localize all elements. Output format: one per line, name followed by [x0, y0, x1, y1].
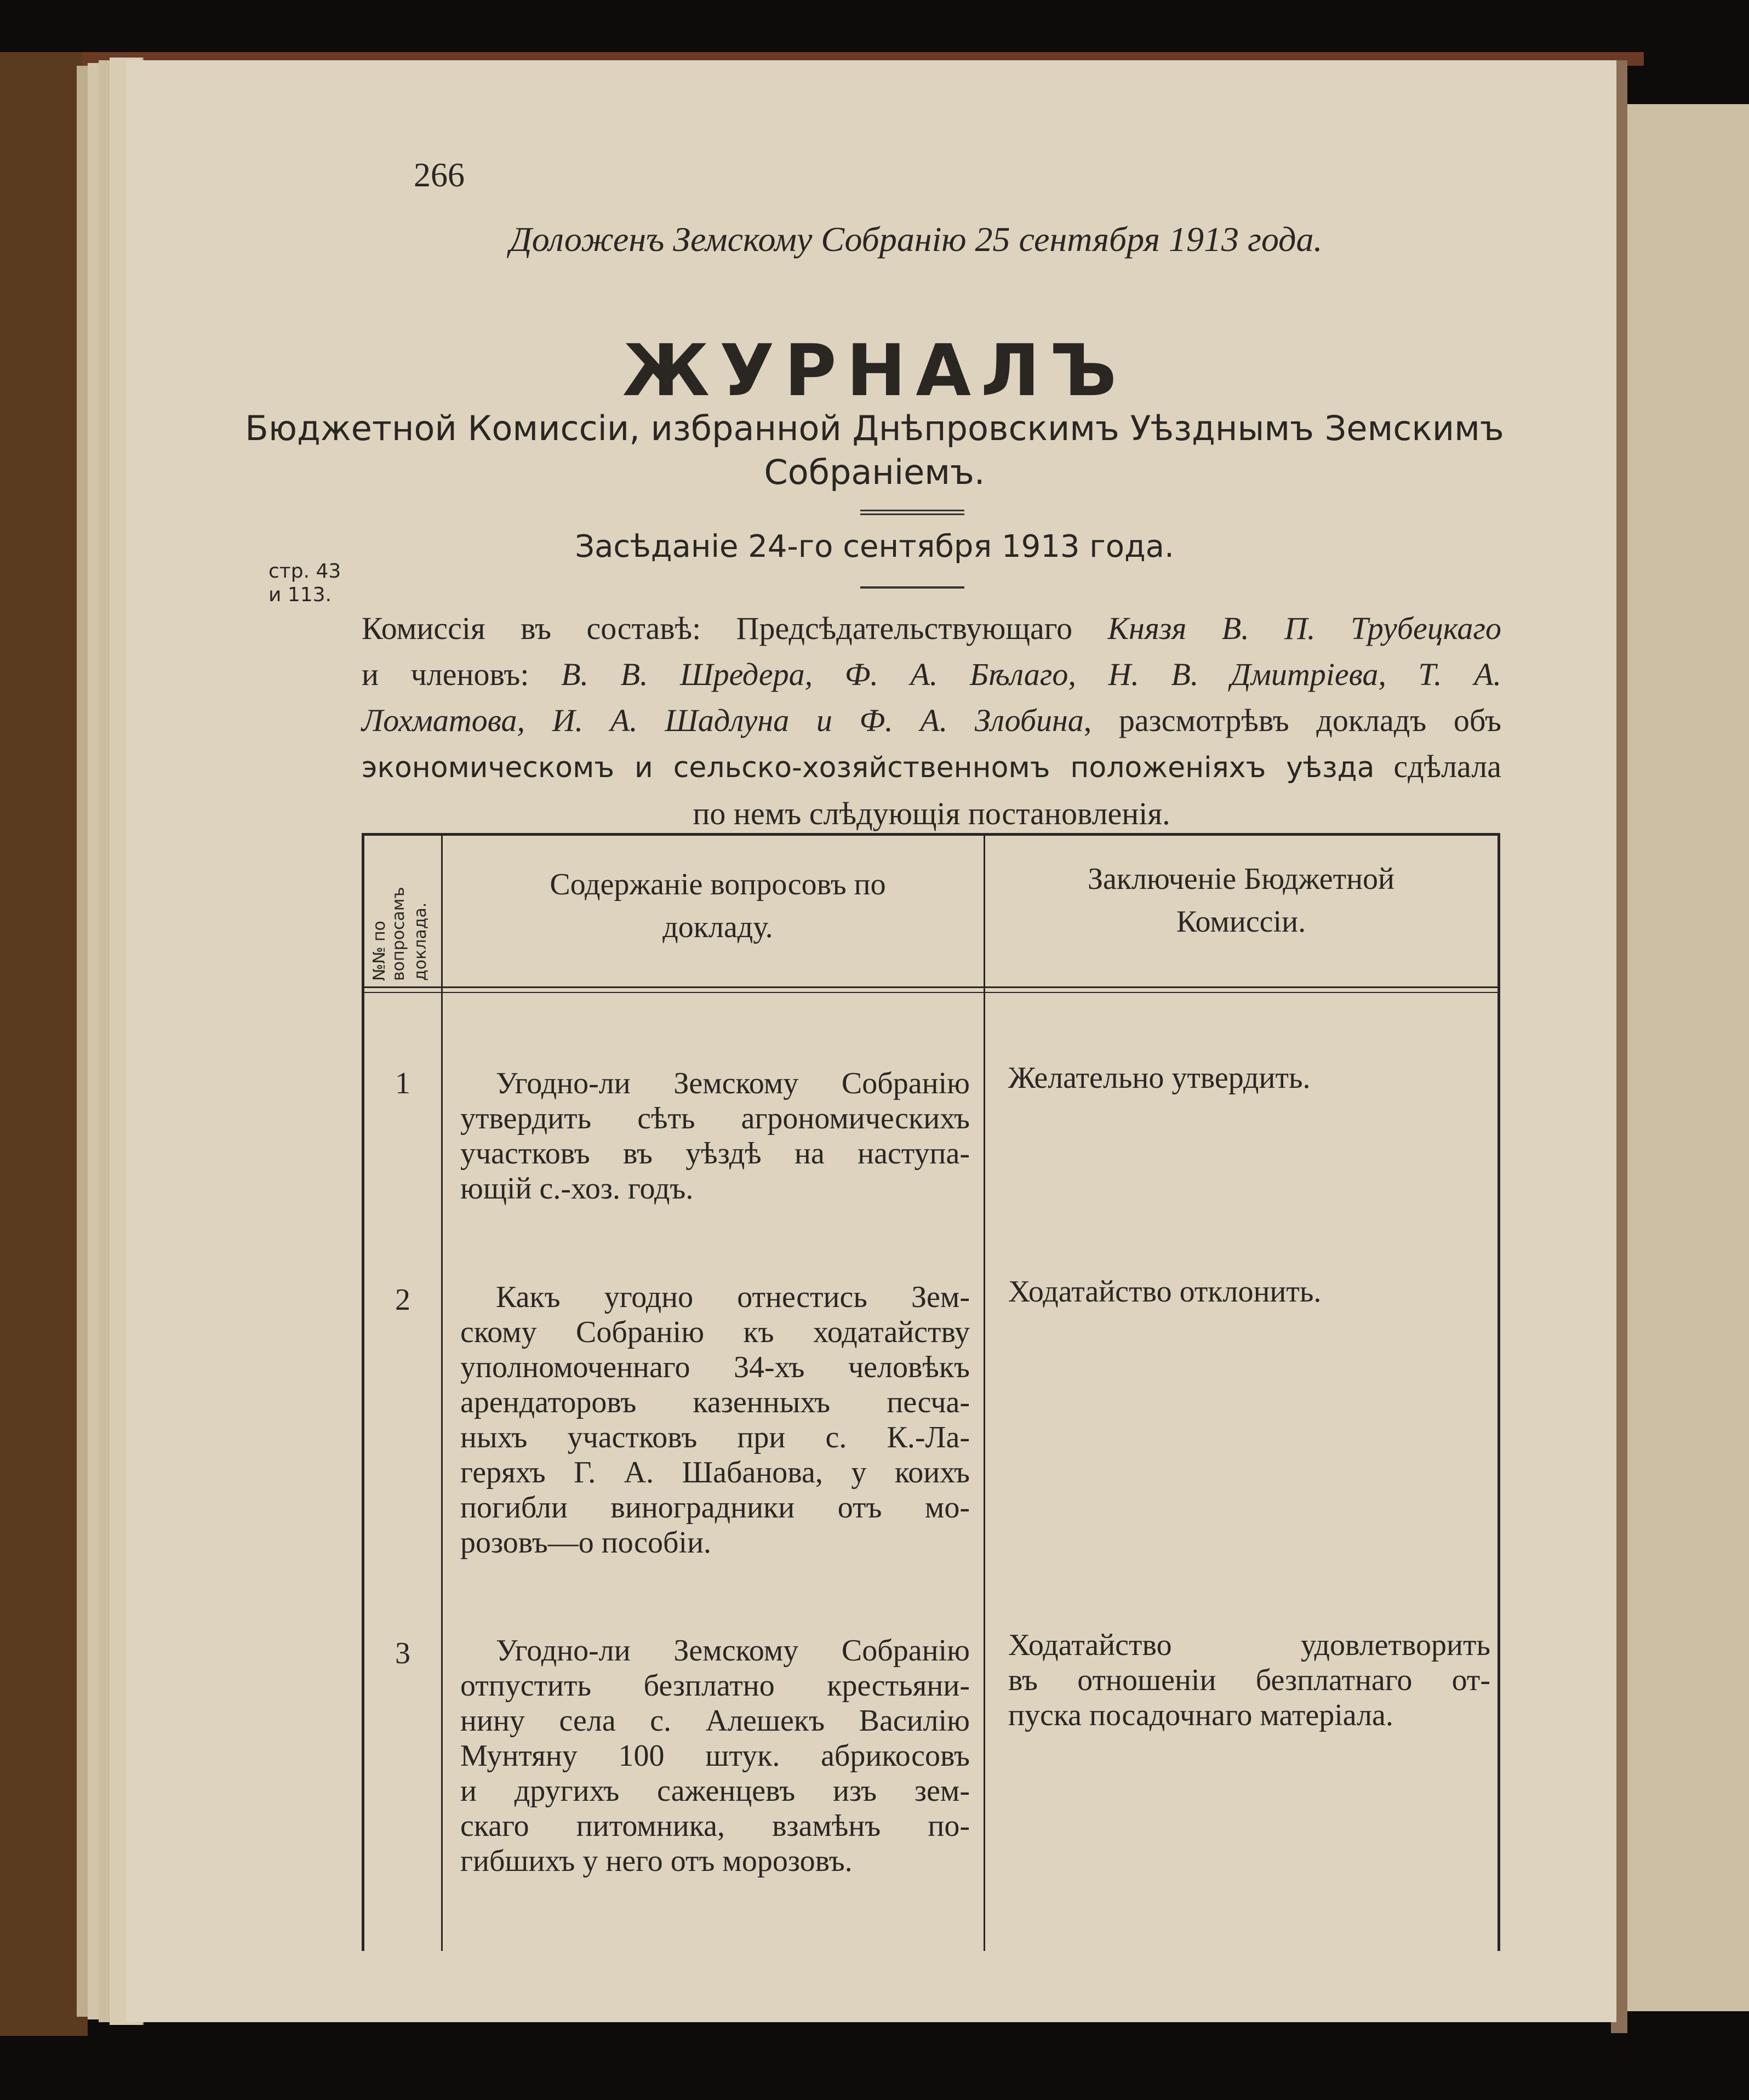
question-line: и другихъ саженцевъ изъ зем-	[460, 1774, 970, 1808]
intro-line	[362, 744, 1501, 791]
question-line: арендаторовъ казенныхъ песча-	[460, 1385, 970, 1419]
question-line: Угодно-ли Земскому Собранію	[496, 1634, 970, 1668]
table-column-divider	[984, 833, 985, 1951]
number-column-header	[364, 844, 441, 986]
content-header-line: докладу.	[662, 910, 773, 944]
table-column-divider	[441, 833, 443, 1951]
question-line: участковъ въ уѣздѣ на наступа-	[460, 1137, 970, 1171]
conclusion-line: Ходатайство отклонить.	[1008, 1275, 1322, 1309]
number-header-line: вопросамъ	[389, 887, 408, 981]
question-line: геряхъ Г. А. Шабанова, у коихъ	[460, 1456, 970, 1490]
conclusion-line: Ходатайство удовлетворить	[1008, 1628, 1490, 1662]
row-conclusion	[1008, 1060, 1490, 1095]
number-header-line: №№ по	[370, 921, 389, 981]
conclusion-line: Желательно утвердить.	[1008, 1061, 1311, 1095]
row-conclusion	[1008, 1628, 1490, 1733]
intro-text: сдѣлала	[1374, 749, 1501, 784]
intro-names-italic: Лохматова, И. А. Шадлуна и Ф. А. Злобина	[362, 703, 1084, 738]
table-header-rule	[362, 986, 1499, 988]
number-header-line: доклада.	[411, 902, 430, 981]
session-heading: Засѣданіе 24-го сентября 1913 года.	[575, 529, 1174, 564]
question-line: ющій с.-хоз. годъ.	[460, 1172, 694, 1206]
row-number: 1	[395, 1066, 410, 1100]
presented-note: Доложенъ Земскому Собранію 25 сентября 1913 года.	[510, 220, 1323, 259]
intro-name-italic: Князя В. П. Трубецкаго	[1107, 610, 1502, 646]
intro-text: , разсмотрѣвъ докладъ объ	[1083, 703, 1501, 738]
question-line: гибшихъ у него отъ морозовъ.	[460, 1844, 853, 1878]
question-line: погибли виноградники отъ мо-	[460, 1491, 970, 1525]
page-number: 266	[414, 157, 465, 194]
question-line: Угодно-ли Земскому Собранію	[496, 1066, 970, 1100]
question-line: утвердить сѣть агрономическихъ	[460, 1102, 970, 1135]
content-column-header	[455, 863, 981, 949]
content-header-line: Содержаніе вопросовъ по	[550, 868, 886, 901]
table-header-rule	[362, 992, 1499, 993]
intro-names-italic: В. В. Шредера, Ф. А. Бѣлаго, Н. В. Дмитріева, Т. А.	[561, 657, 1502, 692]
double-rule	[860, 510, 964, 515]
conclusion-line: пуска посадочнаго матеріала.	[1008, 1698, 1393, 1732]
intro-text: и членовъ:	[362, 657, 562, 692]
question-line: Какъ угодно отнестись Зем-	[496, 1280, 970, 1314]
question-line: скому Собранію къ ходатайству	[460, 1315, 970, 1349]
margin-reference: и 113.	[268, 584, 331, 606]
question-line: Мунтяну 100 штук. абрикосовъ	[460, 1739, 970, 1773]
question-line: розовъ—о пособіи.	[460, 1526, 712, 1560]
conclusion-column-header	[986, 858, 1496, 943]
conclusion-header-line: Комиссіи.	[1176, 905, 1306, 939]
conclusion-header-line: Заключеніе Бюджетной	[1087, 862, 1395, 896]
row-conclusion	[1008, 1274, 1490, 1309]
subtitle-line-1: Бюджетной Комиссіи, избранной Днѣпровскимъ Уѣзднымъ Земскимъ	[245, 408, 1504, 448]
question-line: нину села с. Алешекъ Василію	[460, 1704, 970, 1738]
margin-reference: стр. 43	[268, 560, 341, 583]
subtitle-line-2: Собраніемъ.	[764, 452, 985, 492]
document-title: ЖУРНАЛЪ	[622, 329, 1127, 412]
single-rule	[860, 586, 964, 589]
intro-line	[362, 698, 1501, 744]
table-top-rule	[362, 833, 1499, 836]
table-left-border	[362, 833, 364, 1951]
intro-line	[362, 606, 1501, 652]
intro-text: Комиссія въ составѣ: Предсѣдательствующаго	[362, 610, 1108, 646]
intro-line: по немъ слѣдующія постановленія.	[693, 796, 1170, 831]
row-question	[460, 1066, 970, 1206]
question-line: ныхъ участковъ при с. К.-Ла-	[460, 1420, 970, 1454]
conclusion-line: въ отношеніи безплатнаго от-	[1008, 1663, 1490, 1697]
question-line: уполномоченнаго 34-хъ человѣкъ	[460, 1350, 970, 1384]
row-question	[460, 1633, 970, 1879]
intro-line	[362, 652, 1501, 698]
question-line: отпустить безплатно крестьяни-	[460, 1669, 970, 1703]
row-number: 2	[395, 1283, 410, 1317]
question-line: скаго питомника, взамѣнъ по-	[460, 1809, 970, 1843]
table-right-border	[1497, 833, 1500, 1951]
intro-paragraph	[362, 606, 1501, 837]
row-number: 3	[395, 1636, 410, 1670]
row-question	[460, 1280, 970, 1560]
intro-report-title: экономическомъ и сельско-хозяйственномъ положеніяхъ уѣзда	[362, 751, 1375, 784]
